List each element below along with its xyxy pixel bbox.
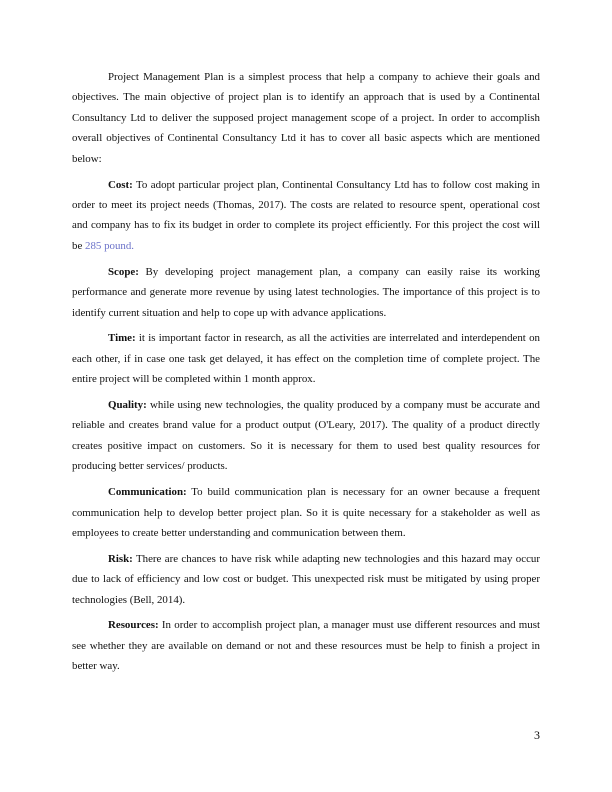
page-number: 3: [534, 728, 540, 742]
quality-paragraph: [72, 395, 540, 477]
quality-heading: Quality:: [108, 398, 147, 411]
scope-heading: Scope:: [108, 265, 139, 278]
cost-amount: 285 pound.: [85, 239, 135, 252]
communication-paragraph: [72, 482, 540, 543]
communication-heading: Communication:: [108, 486, 187, 499]
resources-text: In order to accomplish project plan, a manager must use different resources and must see whether they are available on demand or not and these resources must be help to finish a project in better way.: [72, 619, 540, 673]
document-body: [72, 67, 540, 682]
risk-text: There are chances to have risk while adapting new technologies and this hazard may occur due to lack of efficiency and low cost or budget. This unexpected risk must be mitigated by using proper technologies (Bell, 2014).: [72, 552, 540, 606]
risk-heading: Risk:: [108, 552, 133, 565]
time-paragraph: [72, 328, 540, 389]
intro-text: Project Management Plan is a simplest process that help a company to achieve their goals and objectives. The main objective of project plan is to identify an approach that is used by a Continental Consultancy Ltd to deliver the supposed project management scope of a project. In order to accomplish overall objectives of Continental Consultancy Ltd it has to cover all basic aspects which are mentioned below:: [72, 71, 540, 165]
communication-text: To build communication plan is necessary for an owner because a frequent communication help to develop better project plan. So it is quite necessary for a stakeholder as well as employees to create better understanding and communication between them.: [72, 486, 540, 539]
time-heading: Time:: [108, 332, 136, 345]
cost-text: To adopt particular project plan, Continental Consultancy Ltd has to follow cost making in order to meet its project needs (Thomas, 2017). The costs are related to resource spent, operational cost and company has to fix its budget in order to complete its project efficiently. For this project the cost will be: [72, 178, 540, 252]
cost-heading: Cost:: [108, 178, 133, 191]
resources-paragraph: [72, 615, 540, 676]
risk-paragraph: [72, 549, 540, 610]
cost-paragraph: [72, 175, 540, 257]
resources-heading: Resources:: [108, 619, 159, 632]
intro-paragraph: [72, 67, 540, 169]
scope-text: By developing project management plan, a company can easily raise its working performance and generate more revenue by using latest technologies. The importance of this project is to identify current situation and help to cope up with advance applications.: [72, 265, 540, 319]
quality-text: while using new technologies, the quality produced by a company must be accurate and reliable and creates brand value for a product output (O'Leary, 2017). The quality of a product directly creates positive impact on customers. So it is necessary for them to used best quality resources for producing better services/ products.: [72, 398, 540, 473]
scope-paragraph: [72, 262, 540, 323]
time-text: it is important factor in research, as all the activities are interrelated and interdependent on each other, if in case one task get delayed, it has effect on the completion time of complete project. The entire project will be completed within 1 month approx.: [72, 332, 540, 386]
